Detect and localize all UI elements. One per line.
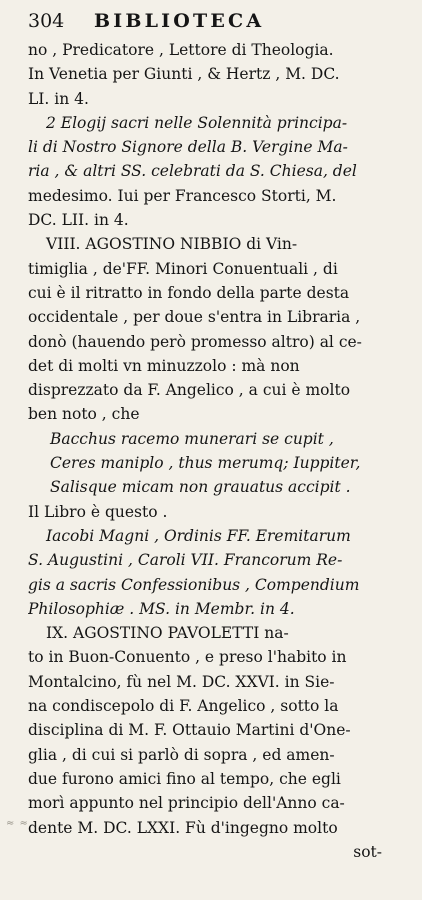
text-line: morì appunto nel principio dell'Anno ca- [28, 794, 345, 813]
catchword: sot- [353, 842, 382, 861]
text-line: due furono amici fino al tempo, che egli [28, 769, 341, 788]
text-line: det di molti vn minuzzolo : mà non [28, 356, 300, 375]
title-line: S. Augustini , Caroli VII. Francorum Re- [28, 551, 343, 570]
verse-line: Ceres maniplo , thus merumq; Iuppiter, [50, 454, 361, 473]
text-line: medesimo. Iui per Francesco Storti, M. [28, 186, 337, 205]
title-line: Iacobi Magni , Ordinis FF. Eremitarum [46, 526, 351, 545]
title-line: Philosophiæ . MS. in Membr. in 4. [28, 599, 295, 618]
text-line: na condiscepolo di F. Angelico , sotto la [28, 697, 339, 716]
verse-line: Salisque micam non grauatus accipit . [50, 478, 351, 497]
page-number: 304 [28, 10, 65, 32]
text-line: ben noto , che [28, 405, 140, 424]
text-line: In Venetia per Giunti , & Hertz , M. DC. [28, 65, 340, 84]
running-title: BIBLIOTECA [94, 10, 265, 32]
text-line: LI. in 4. [28, 89, 89, 108]
text-line: li di Nostro Signore della B. Vergine Ma- [28, 138, 348, 157]
text-line: DC. LII. in 4. [28, 211, 129, 230]
text-line: to in Buon-Conuento , e preso l'habito in [28, 648, 347, 667]
text-line: no , Predicatore , Lettore di Theologia. [28, 41, 334, 59]
margin-mark: ≈ ≈ [6, 818, 29, 829]
text-line: donò (hauendo però promesso altro) al ce- [28, 332, 362, 351]
text-line: Montalcino, fù nel M. DC. XXVI. in Sie- [28, 672, 335, 691]
section-heading-line: VIII. AGOSTINO NIBBIO di Vin- [46, 235, 298, 254]
text-line: cui è il ritratto in fondo della parte desta [28, 283, 350, 302]
text-line: ria , & altri SS. celebrati da S. Chiesa, del [28, 162, 357, 181]
text-line: disprezzato da F. Angelico , a cui è molto [28, 381, 351, 400]
text-line: dente M. DC. LXXI. Fù d'ingegno molto [28, 818, 338, 837]
text-line: timiglia , de'FF. Minori Conuentuali , di [28, 259, 338, 278]
verse-line: Bacchus racemo munerari se cupit , [50, 429, 334, 448]
text-block [28, 4, 410, 864]
page-header [28, 4, 410, 38]
text-line: glia , di cui si parlò di sopra , ed amen- [28, 745, 335, 764]
section-heading-line: IX. AGOSTINO PAVOLETTI na- [46, 624, 289, 643]
text-line: disciplina di M. F. Ottauio Martini d'One- [28, 721, 351, 740]
text-line: occidentale , per doue s'entra in Libraria , [28, 308, 361, 327]
title-line: gis a sacris Confessionibus , Compendium [28, 575, 360, 594]
text-line: 2 Elogij sacri nelle Solennità principa- [46, 113, 348, 132]
text-line: Il Libro è questo . [28, 502, 168, 521]
